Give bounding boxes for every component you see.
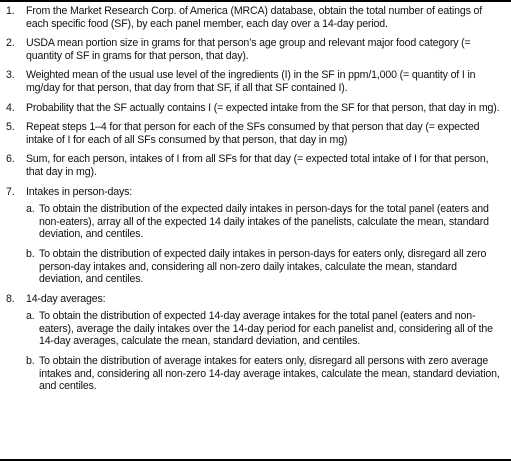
step-text: Weighted mean of the usual use level of the ingredients (I) in the SF in ppm/1,000 (= quantity of I in mg/day for that person, that day from that SF, if all that SF contained I). xyxy=(26,69,476,94)
step-7 xyxy=(6,186,503,199)
substep-8a xyxy=(26,310,503,348)
step-number: 7. xyxy=(6,185,15,198)
step-4 xyxy=(6,102,503,115)
substep-7b xyxy=(26,248,503,286)
step-number: 2. xyxy=(6,37,15,50)
substep-text: To obtain the distribution of expected daily intakes in person-days for eaters only, disregard all zero person-day intakes and, considering all non-zero daily intakes, calculate the mean, standard deviation, and centiles. xyxy=(39,247,487,286)
substep-letter: a. xyxy=(26,203,35,216)
substep-text: To obtain the distribution of expected 14-day average intakes for the total panel (eaters and non-eaters), average the daily intakes over the 14-day period for each panelist and, considering all of the 14-day averages, calculate the mean, standard deviation, and centiles. xyxy=(39,310,493,348)
step-1 xyxy=(6,5,503,30)
step-text: Intakes in person-days: xyxy=(26,185,133,198)
substep-letter: b. xyxy=(26,247,35,260)
step-3 xyxy=(6,69,503,94)
step-number: 8. xyxy=(6,292,15,305)
step-number: 3. xyxy=(6,69,15,82)
step-2 xyxy=(6,37,503,62)
step-number: 5. xyxy=(6,121,15,134)
step-text: Probability that the SF actually contains I (= expected intake from the SF for that person, that day in mg). xyxy=(26,101,500,114)
substep-7a xyxy=(26,203,503,241)
step-text: Sum, for each person, intakes of I from all SFs for that day (= expected total intake of I for that person, that day in mg). xyxy=(26,153,489,178)
step-text: USDA mean portion size in grams for that person’s age group and relevant major food category (= quantity of SF in grams for that person, that day). xyxy=(26,37,471,62)
substep-letter: b. xyxy=(26,355,35,368)
step-text: 14-day averages: xyxy=(26,292,106,305)
step-text: Repeat steps 1–4 for that person for each of the SFs consumed by that person that day (= expected intake of I for each of all SFs consumed by that person, that day in mg) xyxy=(26,121,480,146)
step-text: From the Market Research Corp. of America (MRCA) database, obtain the total number of eatings of each specific food (SF), by each panel member, each day over a 14-day period. xyxy=(26,5,483,30)
substep-letter: a. xyxy=(26,310,35,323)
substep-8b xyxy=(26,355,503,393)
substep-text: To obtain the distribution of average intakes for eaters only, disregard all persons with zero average intakes and, considering all non-zero 14-day average intakes, calculate the mean, standard deviation, and centiles. xyxy=(39,355,500,393)
step-number: 4. xyxy=(6,101,15,114)
step-5 xyxy=(6,121,503,146)
step-number: 1. xyxy=(6,5,15,17)
substep-text: To obtain the distribution of the expected daily intakes in person-days for the total panel (eaters and non-eaters), array all of the expected 14 daily intakes of the panelists, calculate the mean, standard deviation, and centiles. xyxy=(39,203,489,241)
step-8 xyxy=(6,293,503,306)
step-6 xyxy=(6,153,503,178)
step-number: 6. xyxy=(6,153,15,166)
